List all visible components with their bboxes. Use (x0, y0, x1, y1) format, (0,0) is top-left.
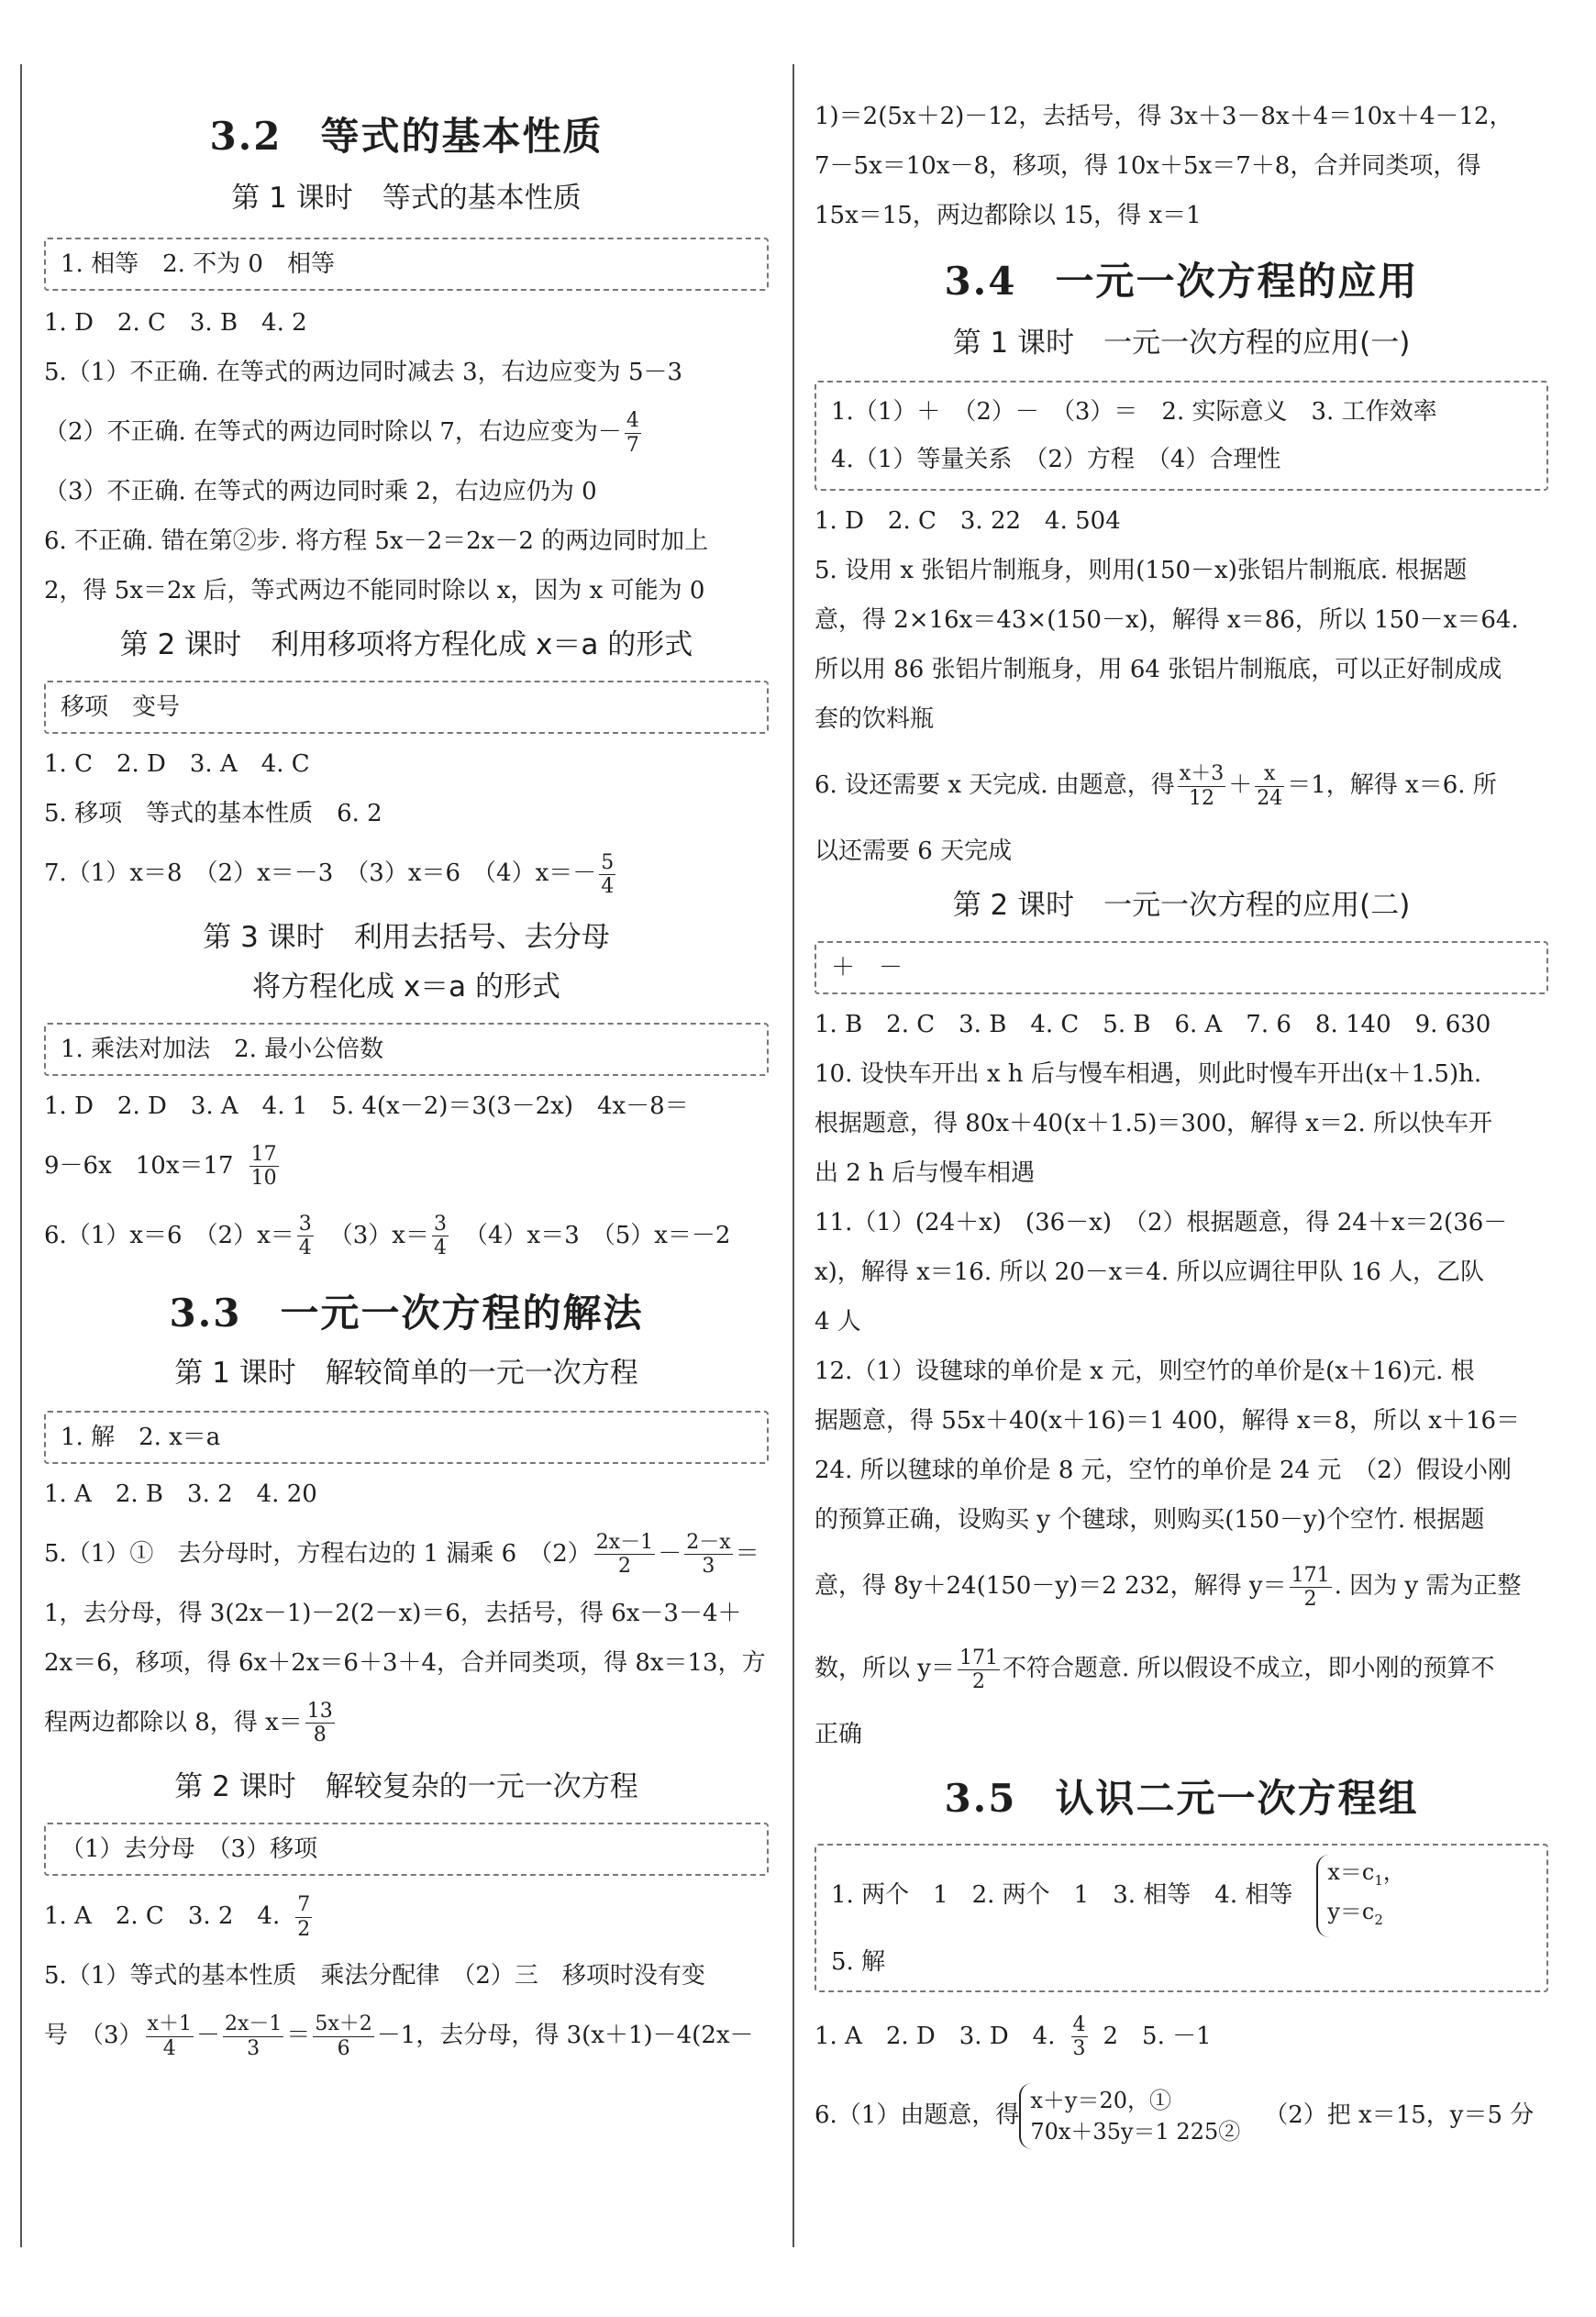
fraction (432, 1213, 449, 1260)
answer-line: （3）不正确. 在等式的两边同时乘 2，右边应仍为 0 (44, 478, 597, 506)
fraction (223, 2012, 283, 2060)
numerator: 5 (601, 850, 615, 874)
text-part: ＝ (735, 1539, 759, 1568)
denominator: 4 (298, 1236, 312, 1260)
system-row-2: 70x＋35y＝1 225② (1030, 2118, 1241, 2145)
text-part: 不符合题意. 所以假设不成立，即小刚的预算不 (1002, 1655, 1495, 1683)
right-column (815, 99, 1548, 2159)
section-number: 3.4 (944, 259, 1017, 304)
answer-line: 7－5x＝10x－8，移项，得 10x＋5x＝7＋8，合并同类项，得 (815, 152, 1481, 180)
text-part: （2）把 x＝15，y＝5 分 (1264, 2101, 1535, 2129)
numerator: 171 (959, 1646, 998, 1669)
lesson-title: 一元一次方程的应用(二) (1103, 889, 1411, 923)
lesson-heading (44, 182, 769, 216)
numerator: 4 (626, 409, 639, 433)
section-name: 等式的基本性质 (320, 114, 604, 159)
text-part: （4）x＝3 （5）x＝－2 (463, 1221, 731, 1249)
fraction (1255, 762, 1284, 810)
numerator: 3 (298, 1212, 312, 1236)
section-title-3-3 (44, 1290, 769, 1336)
answer-line: 据题意，得 55x＋40(x＋16)＝1 400，解得 x＝8，所以 x＋16＝ (815, 1407, 1521, 1436)
numerator: 2－x (686, 1531, 731, 1555)
text-part: 7.（1）x＝8 （2）x＝－3 （3）x＝6 （4）x＝－ (44, 859, 597, 888)
equation-system (1019, 2083, 1240, 2149)
lesson-heading (44, 1357, 769, 1391)
denominator: 2 (297, 1917, 311, 1941)
answer-line: 1)＝2(5x＋2)－12，去括号，得 3x＋3－8x＋4＝10x＋4－12， (815, 103, 1513, 130)
answer-line: 1. D 2. C 3. 22 4. 504 (815, 507, 1121, 536)
fraction (297, 1213, 314, 1260)
section-number: 3.2 (209, 114, 283, 159)
center-divider-rule (792, 64, 794, 2247)
lesson-number: 第 2 课时 (174, 1769, 296, 1803)
denominator: 4 (433, 1236, 447, 1260)
fraction (1178, 762, 1225, 810)
numerator: 17 (250, 1142, 277, 1166)
text-part: 6. 设还需要 x 天完成. 由题意，得 (815, 771, 1175, 800)
answer-line (44, 1688, 769, 1757)
answer-box (44, 1411, 769, 1464)
text-part: － (195, 2022, 220, 2050)
answer-line: 所以用 86 张铝片制瓶身，用 64 张铝片制瓶底，可以正好制成成 (815, 656, 1502, 684)
answer-line: 11.（1）(24＋x) (36－x) （2）根据题意，得 24＋x＝2(36－ (815, 1209, 1508, 1237)
lesson-number: 第 2 课时 (119, 628, 242, 662)
text-part: ＝ (286, 2022, 311, 2050)
lesson-number: 第 1 课时 (174, 1356, 296, 1390)
box-text: 移项 变号 (61, 693, 181, 722)
answer-line: 1. D 2. C 3. B 4. 2 (44, 309, 307, 338)
numerator: 4 (1072, 2013, 1086, 2037)
section-number: 3.3 (169, 1290, 242, 1336)
left-margin-rule (20, 64, 22, 2247)
numerator: 5x＋2 (315, 2012, 372, 2036)
equation-text: x＝c (1327, 1859, 1375, 1886)
fraction (146, 2012, 194, 2060)
fraction (958, 1646, 1000, 1694)
text-part: 号 （3） (44, 2022, 143, 2050)
numerator: 13 (306, 1700, 333, 1724)
answer-line: 5.（1）不正确. 在等式的两边同时减去 3，右边应变为 5－3 (44, 359, 683, 387)
text-part: （3）x＝ (328, 1221, 429, 1249)
answer-line (44, 2001, 769, 2070)
denominator: 12 (1189, 786, 1214, 810)
answer-line: 根据题意，得 80x＋40(x＋1.5)＝300，解得 x＝2. 所以快车开 (815, 1110, 1493, 1138)
text-part: 9－6x 10x＝17 (44, 1151, 234, 1180)
lesson-title: 利用移项将方程化成 x＝a 的形式 (271, 628, 693, 662)
section-number: 3.5 (944, 1776, 1017, 1822)
fraction (599, 851, 615, 899)
box-text: 1. 乘法对加法 2. 最小公倍数 (61, 1035, 384, 1063)
section-name: 一元一次方程的解法 (280, 1290, 644, 1336)
text-part: －1，去分母，得 3(x＋1)－4(2x－ (376, 2022, 754, 2050)
denominator: 7 (626, 433, 639, 457)
lesson-heading (44, 1770, 769, 1804)
text-part: 6.（1）x＝6 （2）x＝ (44, 1221, 294, 1249)
numerator: 3 (433, 1212, 447, 1236)
answer-line (44, 397, 769, 467)
text-part: . 因为 y 需为正整 (1334, 1572, 1522, 1601)
numerator: 2x－1 (595, 1531, 654, 1555)
numerator: 7 (297, 1893, 311, 1917)
box-text: 1. 解 2. x＝a (61, 1423, 221, 1451)
fraction (625, 409, 641, 457)
section-title-3-4 (815, 259, 1548, 304)
box-text: 4.（1）等量关系 （2）方程 （4）合理性 (831, 446, 1281, 474)
lesson-title: 利用去括号、去分母 (353, 921, 610, 955)
text-part: 程两边都除以 8，得 x＝ (44, 1708, 303, 1736)
denominator: 8 (313, 1724, 327, 1747)
denominator: 2 (617, 1555, 631, 1579)
answer-line (44, 1519, 769, 1589)
answer-line: 6. 不正确. 错在第②步. 将方程 5x－2＝2x－2 的两边同时加上 (44, 527, 709, 556)
answer-line: 1. D 2. D 3. A 4. 1 5. 4(x－2)＝3(3－2x) 4x－8＝ (44, 1092, 689, 1120)
denominator: 3 (702, 1555, 715, 1579)
numerator: 2x－1 (224, 2012, 283, 2036)
answer-line (815, 1627, 1548, 1710)
fraction (313, 2012, 373, 2060)
answer-line (815, 2071, 1548, 2159)
answer-line: 以还需要 6 天完成 (815, 837, 1013, 866)
fraction (1290, 1564, 1332, 1612)
system-row-1 (1327, 1857, 1405, 1896)
text-part: 1. A 2. D 3. D 4. (815, 2022, 1056, 2050)
text-part: 2 5. －1 (1103, 2022, 1212, 2050)
answer-line: 1. A 2. B 3. 2 4. 20 (44, 1480, 317, 1508)
numerator: x＋1 (147, 2012, 192, 2036)
answer-line (815, 2001, 1548, 2071)
section-name: 认识二元一次方程组 (1055, 1776, 1419, 1822)
lesson-heading (44, 628, 769, 662)
text-part: ＝1，解得 x＝6. 所 (1287, 771, 1497, 800)
numerator: x (1255, 762, 1284, 786)
box-text: （1）去分母 （3）移项 (61, 1835, 318, 1864)
denominator: 4 (601, 874, 615, 898)
answer-line: x)，解得 x＝16. 所以 20－x＝4. 所以应调往甲队 16 人，乙队 (815, 1258, 1485, 1287)
box-row (831, 1855, 1532, 1937)
answer-line: 正确 (815, 1721, 863, 1749)
section-title-3-2 (44, 114, 769, 159)
lesson-heading (815, 889, 1548, 923)
denominator: 2 (971, 1669, 985, 1693)
lesson-heading (44, 921, 769, 955)
denominator: 2 (1303, 1587, 1317, 1611)
fraction (295, 1893, 312, 1941)
fraction (1071, 2013, 1088, 2061)
answer-line (44, 1131, 769, 1201)
answer-line: 1，去分母，得 3(2x－1)－2(2－x)＝6，去括号，得 6x－3－4＋ (44, 1599, 742, 1627)
text-part: 1. A 2. C 3. 2 4. (44, 1902, 281, 1931)
box-text: ＋ － (831, 954, 903, 982)
answer-line: 1. C 2. D 3. A 4. C (44, 750, 310, 779)
left-column (44, 99, 769, 2070)
lesson-number: 第 1 课时 (952, 327, 1075, 360)
answer-box (815, 941, 1548, 994)
denominator: 3 (1072, 2037, 1086, 2061)
answer-line: 5. 设用 x 张铝片制瓶身，则用(150－x)张铝片制瓶底. 根据题 (815, 557, 1468, 585)
denominator: 24 (1257, 786, 1283, 810)
fraction (684, 1531, 732, 1579)
denominator: 6 (337, 2036, 350, 2060)
answer-box (44, 238, 769, 291)
denominator: 10 (250, 1167, 277, 1191)
lesson-title: 解较简单的一元一次方程 (325, 1356, 638, 1390)
box-text: 1. 两个 1 2. 两个 1 3. 相等 4. 相等 (831, 1881, 1293, 1910)
answer-line: 2x＝6，移项，得 6x＋2x＝6＋3＋4，合并同类项，得 8x＝13，方 (44, 1648, 766, 1677)
answer-line: 意，得 2×16x＝43×(150－x)，解得 x＝86，所以 150－x＝64. (815, 606, 1519, 635)
text-part: 意，得 8y＋24(150－y)＝2 232，解得 y＝ (815, 1572, 1287, 1601)
answer-line: 的预算正确，设购买 y 个毽球，则购买(150－y)个空竹. 根据题 (815, 1506, 1485, 1535)
box-text: 1. 相等 2. 不为 0 相等 (61, 250, 335, 279)
answer-line (44, 1201, 769, 1270)
denominator: 3 (247, 2036, 260, 2060)
lesson-number: 第 1 课时 (231, 182, 353, 215)
fraction (305, 1700, 335, 1747)
answer-box (815, 1844, 1548, 1992)
answer-line: 24. 所以毽球的单价是 8 元，空竹的单价是 24 元 （2）假设小刚 (815, 1457, 1512, 1485)
numerator: 171 (1291, 1563, 1330, 1587)
lesson-title: 解较复杂的一元一次方程 (325, 1769, 638, 1803)
text-part: ＋ (1228, 771, 1253, 800)
answer-line: 4 人 (815, 1308, 861, 1336)
answer-line: 套的饮料瓶 (815, 705, 935, 734)
equation-text: ， (1382, 1859, 1405, 1886)
answer-line: 15x＝15，两边都除以 15，得 x＝1 (815, 202, 1202, 229)
answer-line (44, 1881, 769, 1951)
section-name: 一元一次方程的应用 (1055, 259, 1419, 304)
numerator: x＋3 (1179, 762, 1225, 786)
box-text: 1.（1）＋ （2）－ （3）＝ 2. 实际意义 3. 工作效率 (831, 398, 1437, 427)
equation-text: y＝c (1327, 1899, 1375, 1925)
system-row-2 (1327, 1896, 1405, 1935)
denominator: 4 (162, 2036, 176, 2060)
answer-line: 出 2 h 后与慢车相遇 (815, 1159, 1036, 1188)
answer-box (44, 681, 769, 734)
text-part: 数，所以 y＝ (815, 1655, 955, 1683)
answer-line: 2，得 5x＝2x 后，等式两边不能同时除以 x，因为 x 可能为 0 (44, 577, 705, 605)
answer-line: 1. B 2. C 3. B 4. C 5. B 6. A 7. 6 8. 140 9. 630 (815, 1011, 1491, 1039)
text-part: － (658, 1539, 682, 1568)
lesson-title: 等式的基本性质 (382, 182, 582, 215)
answer-box (44, 1023, 769, 1076)
lesson-heading (815, 327, 1548, 360)
subscript: 2 (1374, 1911, 1383, 1928)
box-text: 5. 解 (831, 1947, 886, 1976)
answer-line: 12.（1）设毽球的单价是 x 元，则空竹的单价是(x＋16)元. 根 (815, 1358, 1475, 1386)
subscript: 1 (1374, 1872, 1383, 1890)
text-part: 5.（1）① 去分母时，方程右边的 1 漏乘 6 （2） (44, 1539, 592, 1568)
answer-line: 10. 设快车开出 x h 后与慢车相遇，则此时慢车开出(x＋1.5)h. (815, 1060, 1482, 1089)
answer-line (44, 838, 769, 908)
text-part: （2）不正确. 在等式的两边同时除以 7，右边应变为－ (44, 418, 622, 447)
text-part: 6.（1）由题意，得 (815, 2101, 1020, 2129)
lesson-number: 第 3 课时 (203, 921, 325, 955)
answer-line (815, 1545, 1548, 1627)
system-row-1: x＋y＝20，① (1030, 2087, 1171, 2113)
lesson-heading-line2: 将方程化成 x＝a 的形式 (251, 970, 561, 1003)
answer-line: 5.（1）等式的基本性质 乘法分配律 （2）三 移项时没有变 (44, 1962, 705, 1990)
answer-line (815, 744, 1548, 826)
answer-line: 5. 移项 等式的基本性质 6. 2 (44, 800, 382, 828)
section-title-3-5 (815, 1776, 1548, 1822)
answer-box (815, 381, 1548, 491)
lesson-title: 一元一次方程的应用(一) (1103, 327, 1411, 360)
equation-system (1316, 1855, 1405, 1937)
lesson-number: 第 2 课时 (952, 889, 1075, 923)
answer-box (44, 1823, 769, 1876)
fraction (594, 1531, 655, 1579)
fraction (249, 1143, 279, 1191)
